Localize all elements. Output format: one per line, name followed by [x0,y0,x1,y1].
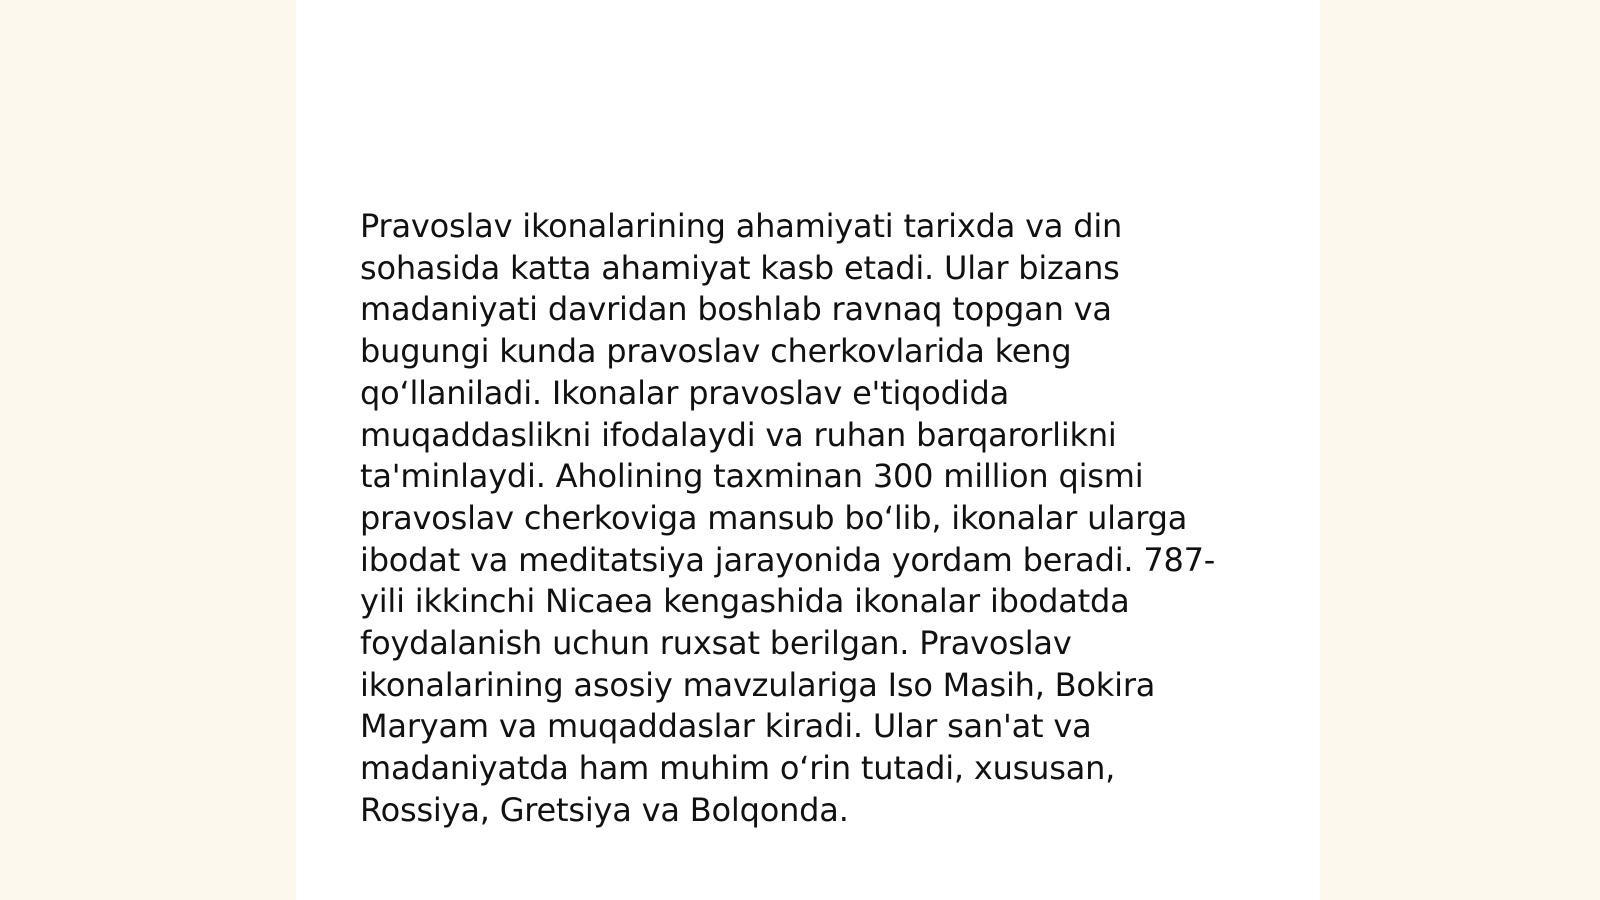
text-line: qo‘llaniladi. Ikonalar pravoslav e'tiqodida [360,373,1010,412]
slide-body-text [360,206,1240,832]
text-line: Maryam va muqaddaslar kiradi. Ular san'at va [360,707,1092,746]
text-line: madaniyatda ham muhim o‘rin tutadi, xususan, [360,749,1116,788]
text-line: pravoslav cherkoviga mansub bo‘lib, ikonalar ularga [360,498,1188,537]
text-line: bugungi kunda pravoslav cherkovlarida keng [360,332,1072,371]
text-line: ikonalarining asosiy mavzulariga Iso Masih, Bokira [360,665,1156,704]
text-line: muqaddaslikni ifodalaydi va ruhan barqarorlikni [360,415,1117,454]
slide [296,0,1320,900]
text-line: foydalanish uchun ruxsat berilgan. Pravoslav [360,624,1072,663]
text-line: Rossiya, Gretsiya va Bolqonda. [360,790,849,829]
text-line: ta'minlaydi. Aholining taxminan 300 million qismi [360,457,1144,496]
text-line: yili ikkinchi Nicaea kengashida ikonalar ibodatda [360,582,1130,621]
text-line: sohasida katta ahamiyat kasb etadi. Ular bizans [360,248,1120,287]
text-line: ibodat va meditatsiya jarayonida yordam beradi. 787- [360,540,1216,579]
text-line: madaniyati davridan boshlab ravnaq topgan va [360,290,1112,329]
text-line: Pravoslav ikonalarining ahamiyati tarixda va din [360,207,1123,245]
